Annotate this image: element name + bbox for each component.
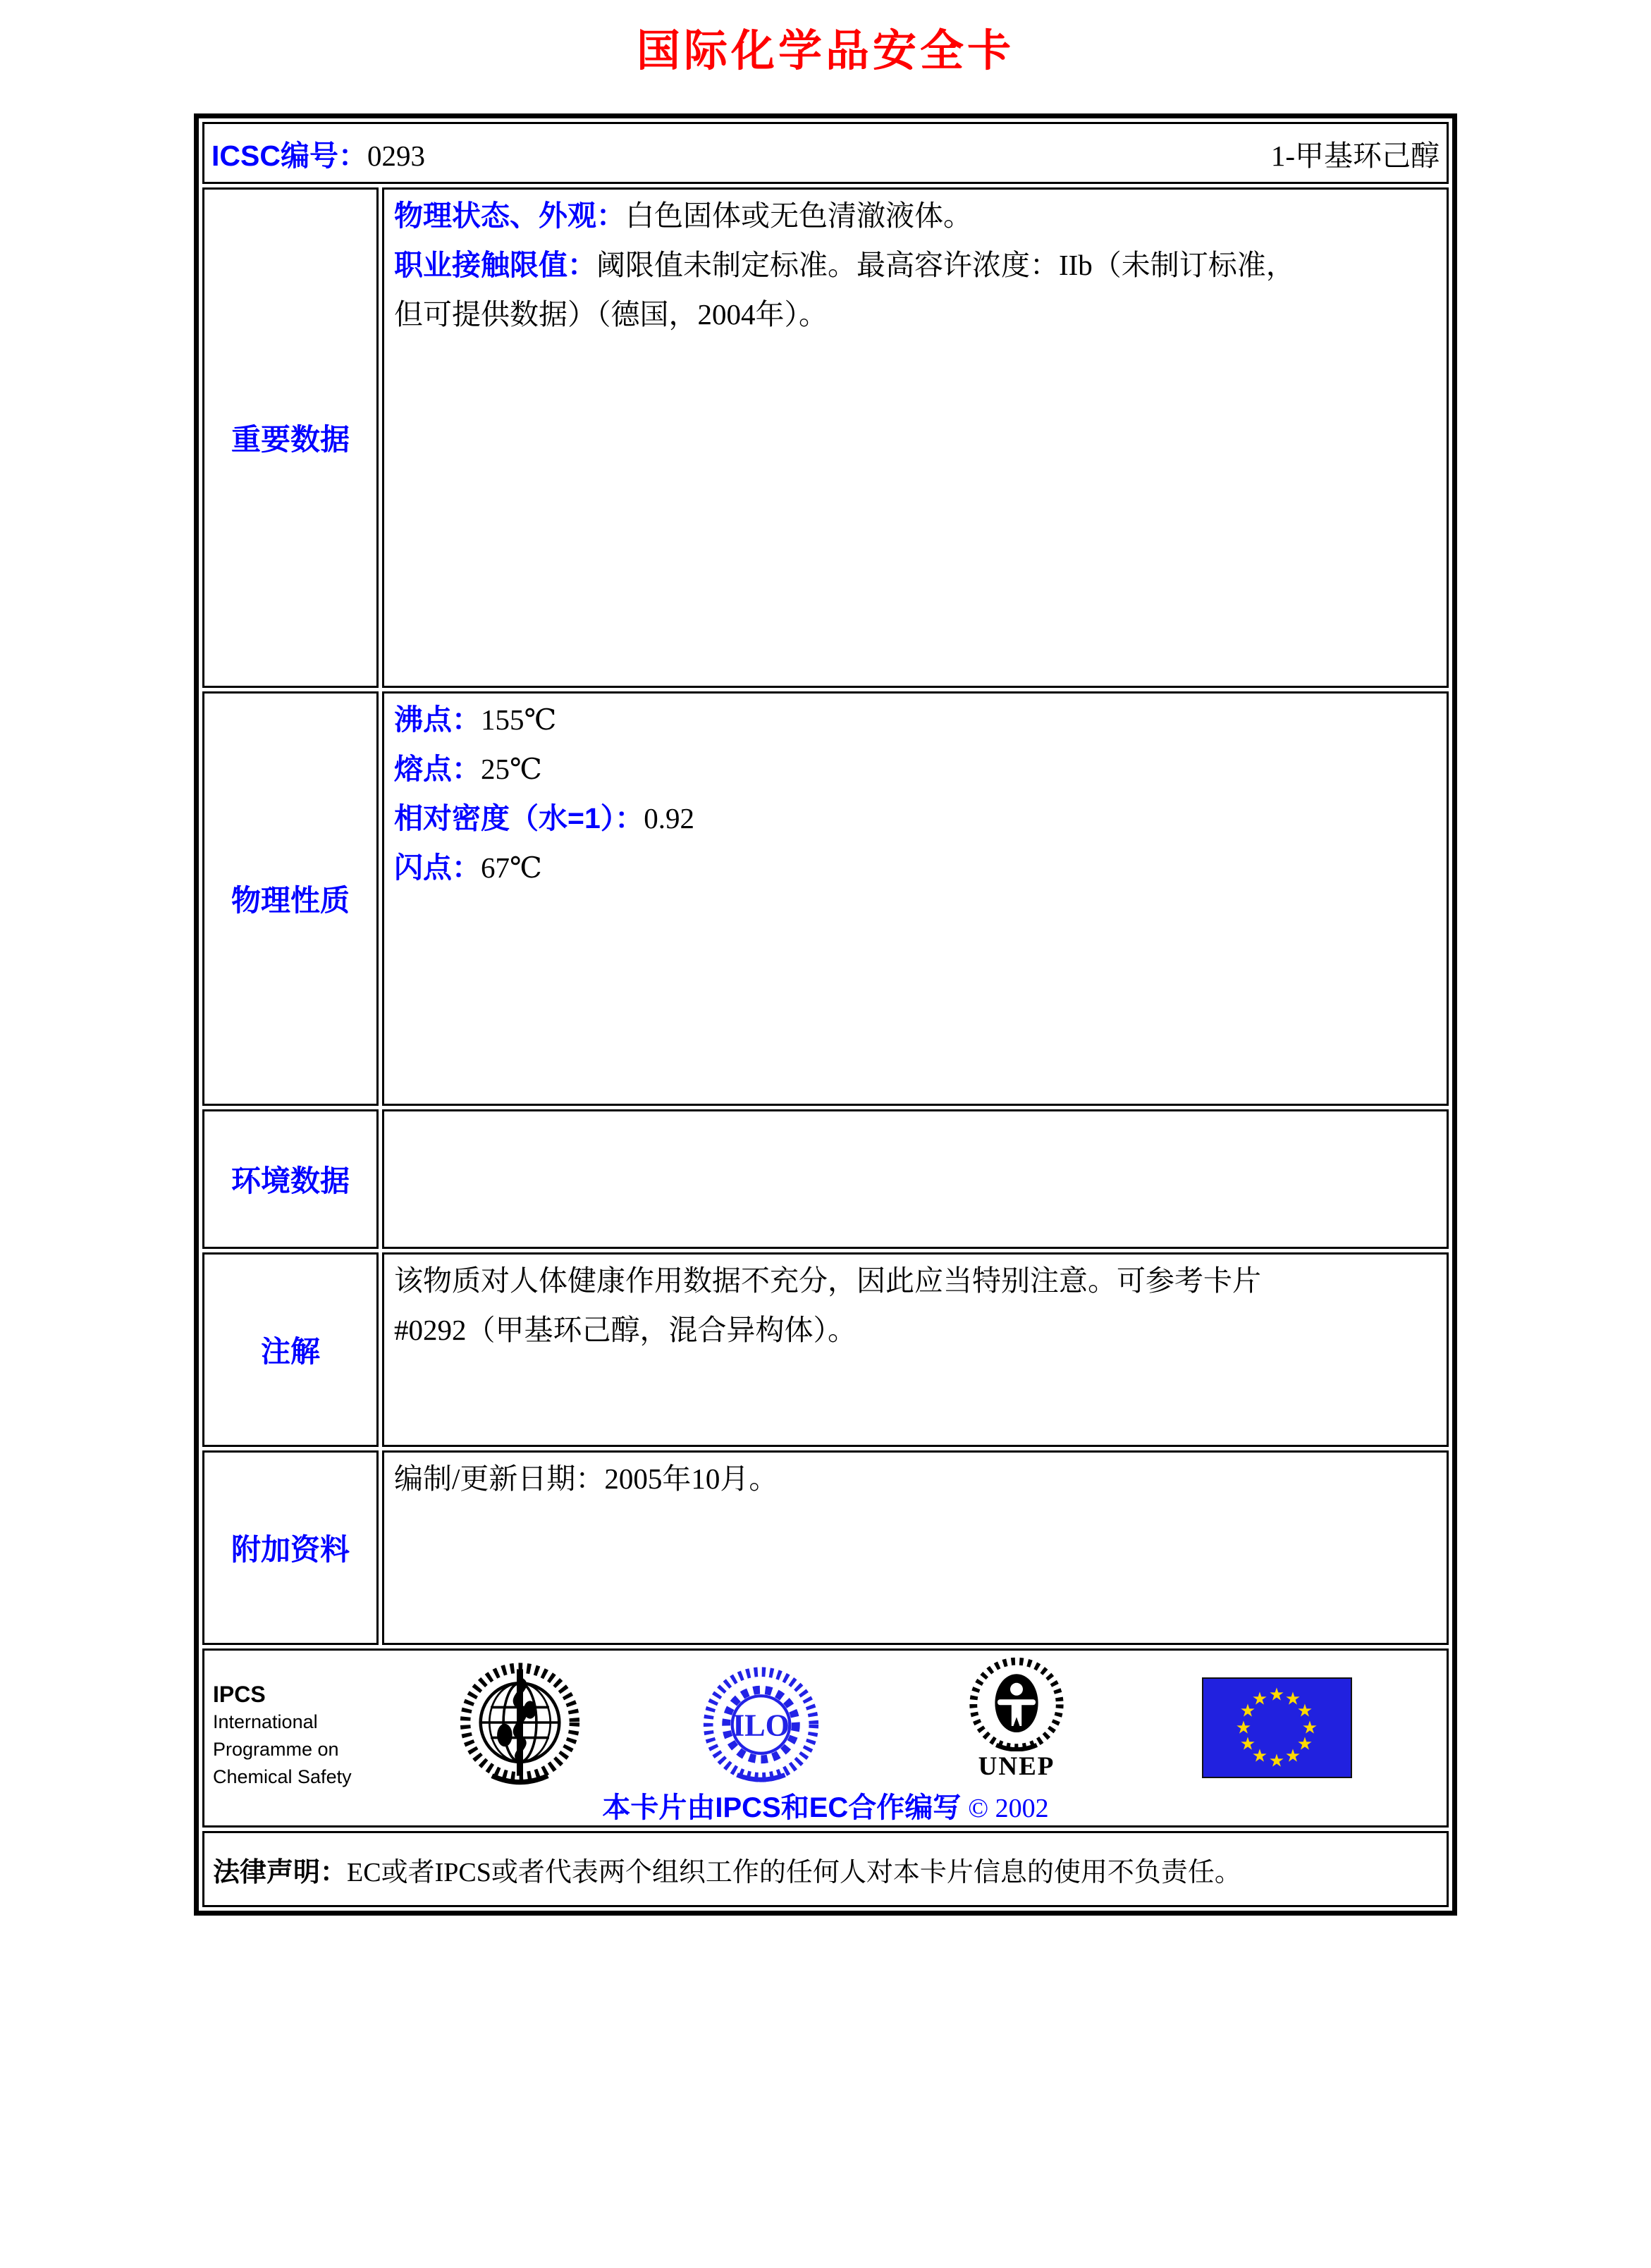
physical-properties-label: 物理性质 (202, 691, 379, 1106)
additional-info-label: 附加资料 (202, 1450, 379, 1645)
copyright-text: © 2002 (968, 1794, 1049, 1823)
exposure-limit-label: 职业接触限值： (394, 249, 596, 281)
exposure-limit-text: 阈限值未制定标准。最高容许浓度：IIb（未制订标准， (596, 249, 1295, 281)
boiling-point-label: 沸点： (394, 703, 481, 736)
relative-density-line (394, 794, 1437, 843)
credit-text: 本卡片由IPCS和EC合作编写 (602, 1792, 962, 1823)
important-data-content (382, 187, 1449, 688)
ipcs-title: IPCS (213, 1682, 266, 1707)
footer-logos (204, 1651, 1447, 1788)
notes-label: 注解 (202, 1252, 379, 1447)
important-data-label: 重要数据 (202, 187, 379, 688)
header-cell (202, 122, 1449, 184)
melting-point-value: 25℃ (481, 753, 542, 785)
important-data-row (202, 187, 1449, 688)
eu-flag-icon: ★ ★ ★ ★ ★ ★ ★ ★ ★ ★ ★ ★ (1202, 1677, 1352, 1778)
flash-point-line (394, 843, 1437, 892)
ipcs-text-block (213, 1680, 352, 1791)
additional-info-row (202, 1450, 1449, 1645)
ipcs-subtitle-line3: Chemical Safety (213, 1766, 352, 1787)
header-row (202, 122, 1449, 184)
icsc-card-page (0, 16, 1651, 2268)
unep-logo-text: UNEP (978, 1752, 1055, 1781)
ilo-logo-icon (699, 1665, 823, 1788)
notes-row (202, 1252, 1449, 1447)
physical-state-line (394, 191, 1437, 240)
footer-row (202, 1648, 1449, 1828)
notes-line-1: 该物质对人体健康作用数据不充分，因此应当特别注意。可参考卡片 (394, 1264, 1261, 1297)
notes-content (382, 1252, 1449, 1447)
environmental-data-content (382, 1109, 1449, 1249)
physical-state-label: 物理状态、外观： (394, 199, 625, 232)
icsc-number-label: ICSC编号： (211, 139, 367, 172)
icsc-number-group (211, 132, 425, 174)
unep-logo-icon (953, 1656, 1080, 1779)
legal-label: 法律声明： (213, 1857, 348, 1887)
environmental-data-row (202, 1109, 1449, 1249)
footer-cell (202, 1648, 1449, 1828)
melting-point-line (394, 744, 1437, 794)
environmental-data-label: 环境数据 (202, 1109, 379, 1249)
flash-point-value: 67℃ (481, 851, 542, 884)
page-title: 国际化学品安全卡 (636, 25, 1014, 76)
relative-density-value: 0.92 (644, 802, 694, 834)
flash-point-label: 闪点： (394, 851, 481, 884)
exposure-limit-line (394, 240, 1437, 290)
credit-line (204, 1791, 1447, 1825)
physical-properties-content (382, 691, 1449, 1106)
melting-point-label: 熔点： (394, 753, 481, 785)
exposure-limit-continuation: 但可提供数据）（德国，2004年）。 (394, 298, 828, 331)
relative-density-label: 相对密度（水=1）： (394, 802, 644, 834)
chemical-name: 1-甲基环己醇 (1270, 139, 1440, 172)
physical-properties-row (202, 691, 1449, 1106)
ipcs-subtitle-line2: Programme on (213, 1739, 339, 1760)
additional-info-content: 编制/更新日期：2005年10月。 (382, 1450, 1449, 1645)
icsc-number-value: 0293 (367, 139, 425, 172)
legal-text: EC或者IPCS或者代表两个组织工作的任何人对本卡片信息的使用不负责任。 (347, 1857, 1241, 1887)
legal-cell (202, 1831, 1449, 1907)
ipcs-subtitle-line1: International (213, 1711, 318, 1732)
legal-row (202, 1831, 1449, 1907)
ilo-logo-text: ILO (732, 1708, 790, 1743)
icsc-card-table (194, 113, 1457, 1916)
who-logo-icon (455, 1659, 585, 1789)
notes-line-2: #0292（甲基环己醇，混合异构体）。 (394, 1314, 857, 1346)
boiling-point-line (394, 695, 1437, 744)
physical-state-text: 白色固体或无色清澈液体。 (625, 199, 972, 232)
boiling-point-value: 155℃ (481, 703, 557, 736)
